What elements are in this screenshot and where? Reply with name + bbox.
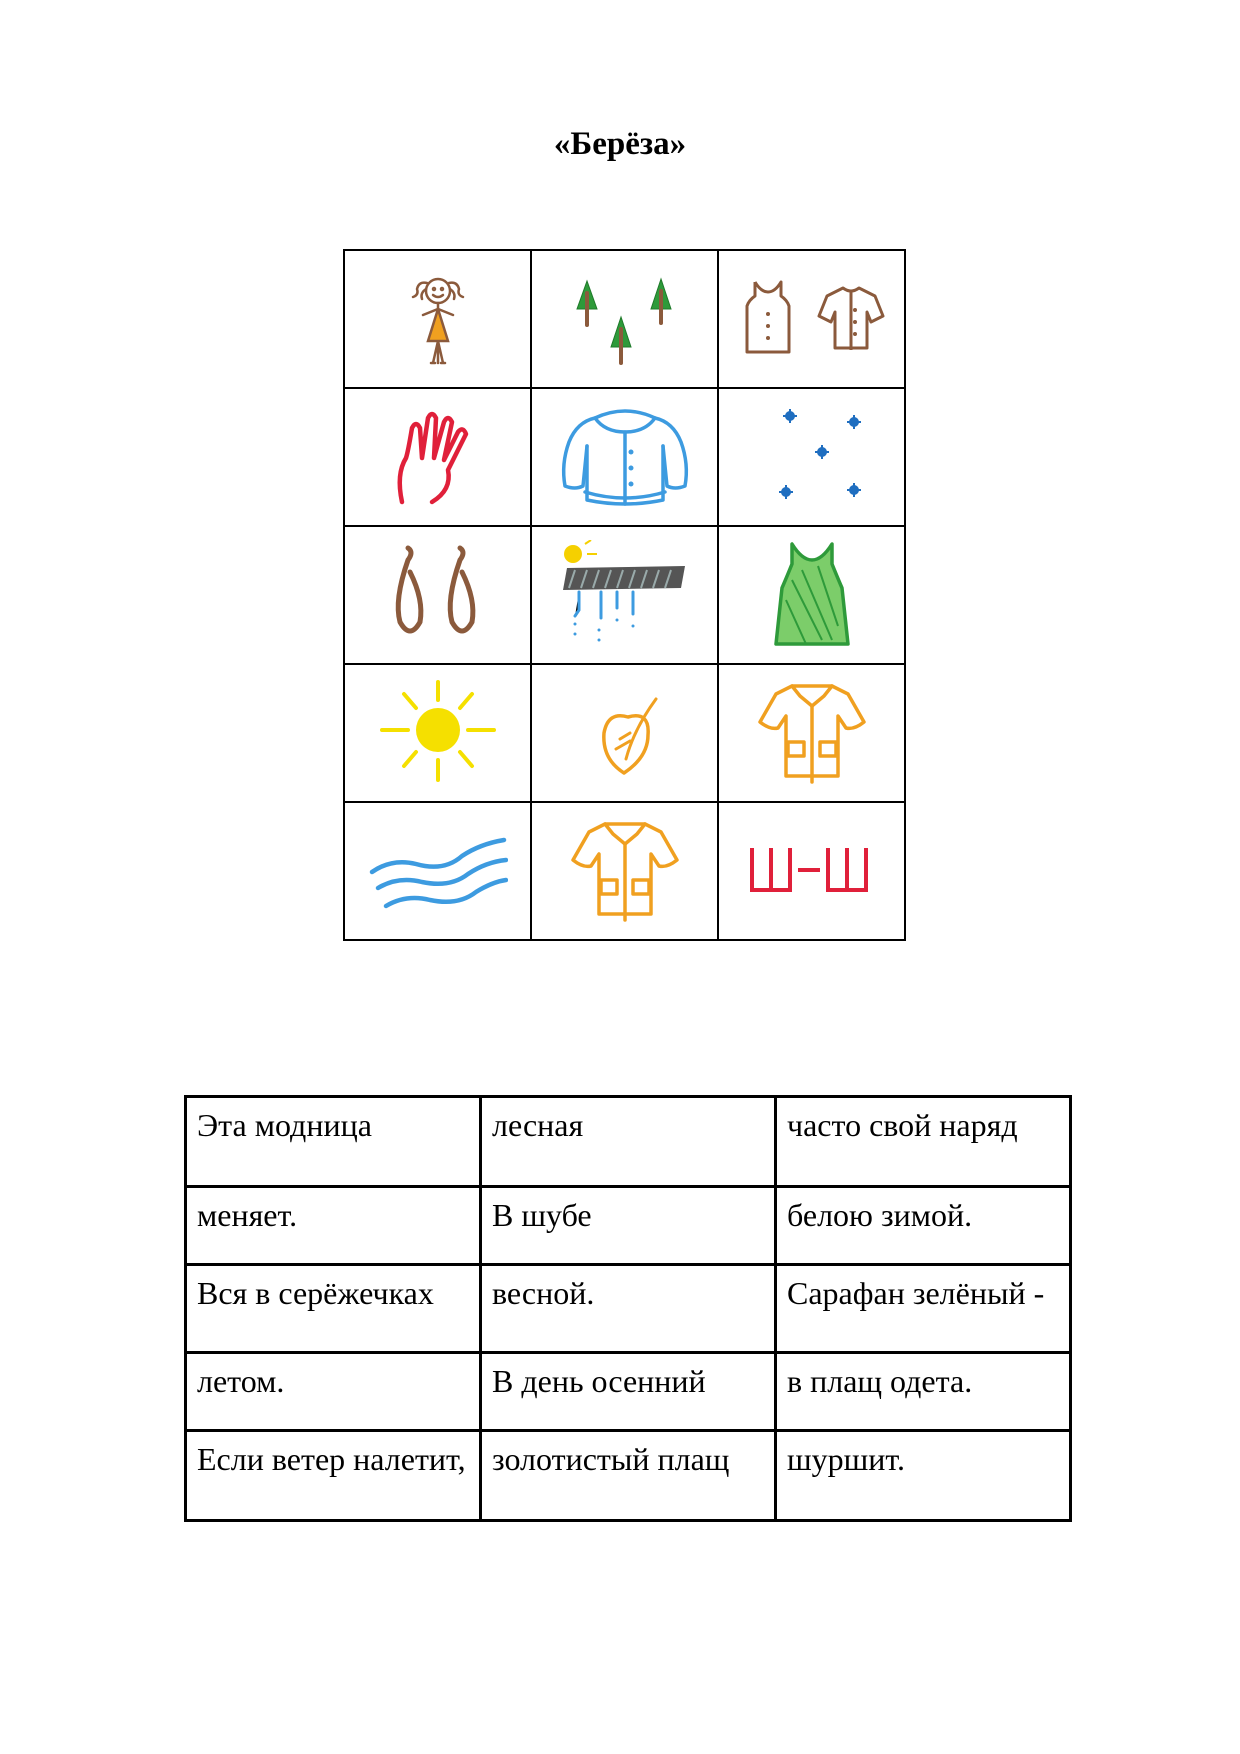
page-title: «Берёза» xyxy=(553,126,687,162)
poem-row xyxy=(186,1353,1071,1431)
poem-cell: летом. xyxy=(186,1353,481,1431)
pictogram-row xyxy=(344,388,905,526)
pictogram-cell xyxy=(718,802,905,940)
poem-row xyxy=(186,1097,1071,1187)
pictogram-cell xyxy=(531,802,718,940)
pictogram-cell xyxy=(531,250,718,388)
leaf-icon xyxy=(580,683,670,783)
pictogram-cell xyxy=(718,664,905,802)
poem-cell: В шубе xyxy=(481,1187,776,1265)
pictogram-cell xyxy=(531,526,718,664)
sundress-icon xyxy=(762,540,862,650)
poem-row xyxy=(186,1431,1071,1521)
poem-cell: Сарафан зелёный - xyxy=(776,1265,1071,1353)
poem-row xyxy=(186,1187,1071,1265)
spring-weather-icon xyxy=(555,540,695,650)
pictogram-cell xyxy=(531,388,718,526)
pictogram-cell xyxy=(531,664,718,802)
clothes-icon xyxy=(737,274,887,364)
earrings-icon xyxy=(378,540,498,650)
pictogram-cell xyxy=(344,388,531,526)
pictogram-row xyxy=(344,802,905,940)
rustle-icon xyxy=(742,836,882,906)
pictogram-cell xyxy=(718,388,905,526)
cloak-icon xyxy=(752,678,872,788)
pictogram-cell xyxy=(718,526,905,664)
hand-icon xyxy=(388,402,488,512)
forest-icon xyxy=(565,269,685,369)
poem-cell: шуршит. xyxy=(776,1431,1071,1521)
poem-cell: в плащ одета. xyxy=(776,1353,1071,1431)
pictogram-row xyxy=(344,664,905,802)
poem-cell: весной. xyxy=(481,1265,776,1353)
pictogram-cell xyxy=(718,250,905,388)
poem-cell: часто свой наряд xyxy=(776,1097,1071,1187)
girl-icon xyxy=(403,269,473,369)
cloak-icon xyxy=(565,816,685,926)
fur-coat-icon xyxy=(555,402,695,512)
pictogram-grid xyxy=(343,249,906,941)
poem-cell: белою зимой. xyxy=(776,1187,1071,1265)
poem-cell: золотистый плащ xyxy=(481,1431,776,1521)
poem-cell: Эта модница xyxy=(186,1097,481,1187)
sun-icon xyxy=(378,678,498,788)
poem-row xyxy=(186,1265,1071,1353)
pictogram-row xyxy=(344,526,905,664)
poem-cell: меняет. xyxy=(186,1187,481,1265)
poem-table xyxy=(184,1095,1072,1522)
poem-cell: Вся в серёжечках xyxy=(186,1265,481,1353)
poem-cell: лесная xyxy=(481,1097,776,1187)
pictogram-cell xyxy=(344,802,531,940)
pictogram-cell xyxy=(344,526,531,664)
poem-cell: Если ветер налетит, xyxy=(186,1431,481,1521)
snowflakes-icon xyxy=(742,402,882,512)
poem-cell: В день осенний xyxy=(481,1353,776,1431)
wind-icon xyxy=(368,826,508,916)
pictogram-row xyxy=(344,250,905,388)
pictogram-cell xyxy=(344,250,531,388)
pictogram-cell xyxy=(344,664,531,802)
